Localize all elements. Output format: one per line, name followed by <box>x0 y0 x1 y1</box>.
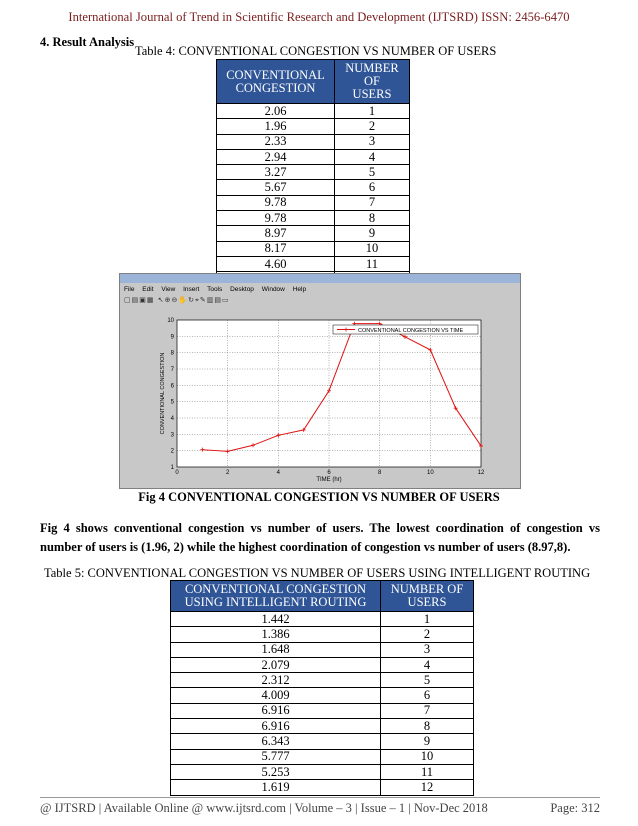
congestion-cell: 1.442 <box>171 612 381 627</box>
zoom-out-icon[interactable]: ⊖ <box>171 296 179 304</box>
table-row <box>217 149 410 164</box>
users-cell: 4 <box>335 149 410 164</box>
y-tick-label: 3 <box>170 432 174 439</box>
menu-help[interactable]: Help <box>292 286 307 293</box>
users-cell: 10 <box>335 241 410 256</box>
users-cell: 8 <box>381 719 474 734</box>
x-tick-label: 4 <box>276 470 281 476</box>
rotate-icon[interactable]: ↻ <box>188 296 195 304</box>
users-cell: 3 <box>335 134 410 149</box>
save-icon[interactable]: ▣ <box>139 296 147 304</box>
congestion-cell: 2.94 <box>217 149 335 164</box>
page-number: Page: 312 <box>550 801 600 815</box>
table4 <box>216 59 410 288</box>
table5-caption: Table 5: CONVENTIONAL CONGESTION VS NUMBER OF USERS USING INTELLIGENT ROUTING <box>44 566 591 580</box>
users-cell: 3 <box>381 642 474 657</box>
users-cell: 4 <box>381 657 474 672</box>
table-row <box>217 180 410 195</box>
page-footer <box>40 801 600 816</box>
table-row <box>171 688 474 703</box>
menu-tools[interactable]: Tools <box>207 286 223 293</box>
table5 <box>170 580 474 796</box>
pointer-icon[interactable]: ↖ <box>157 296 165 304</box>
congestion-line-chart <box>120 274 520 488</box>
colorbar-icon[interactable]: ▥ <box>206 296 215 304</box>
table-row <box>217 134 410 149</box>
congestion-cell: 1.648 <box>171 642 381 657</box>
table-row <box>171 642 474 657</box>
brush-icon[interactable]: ✎ <box>199 296 207 304</box>
y-tick-label: 5 <box>170 399 174 406</box>
table-row <box>217 195 410 210</box>
table-row <box>217 226 410 241</box>
menu-desktop[interactable]: Desktop <box>230 286 254 293</box>
users-cell: 12 <box>381 780 474 795</box>
plot-tools-icon[interactable]: ▭ <box>222 296 230 304</box>
open-icon[interactable]: ▤ <box>131 296 140 304</box>
table-row <box>217 165 410 180</box>
figure-caption: Fig 4 CONVENTIONAL CONGESTION VS NUMBER OF USERS <box>138 490 500 504</box>
users-cell: 6 <box>381 688 474 703</box>
y-tick-label: 4 <box>170 416 174 422</box>
x-tick-label: 10 <box>426 470 434 476</box>
x-tick-label: 0 <box>175 470 179 476</box>
users-cell: 1 <box>335 104 410 119</box>
table-row <box>217 211 410 226</box>
congestion-cell: 6.343 <box>171 734 381 749</box>
y-axis-label: CONVENTIONAL CONGESTION <box>160 352 166 435</box>
congestion-cell: 6.916 <box>171 703 381 718</box>
users-cell: 5 <box>335 165 410 180</box>
congestion-cell: 2.312 <box>171 673 381 688</box>
y-tick-label: 1 <box>170 465 174 471</box>
y-tick-label: 10 <box>167 318 174 324</box>
menu-view[interactable]: View <box>161 286 176 293</box>
table5-col1-header: CONVENTIONAL CONGESTION USING INTELLIGENT ROUTING <box>171 581 381 612</box>
congestion-cell: 2.079 <box>171 657 381 672</box>
table-row <box>171 719 474 734</box>
zoom-in-icon[interactable]: ⊕ <box>164 296 172 304</box>
y-tick-label: 9 <box>170 334 174 341</box>
x-tick-label: 8 <box>377 470 382 476</box>
new-figure-icon[interactable]: ▢ <box>124 296 132 304</box>
users-cell: 7 <box>381 703 474 718</box>
body-paragraph: Fig 4 shows conventional congestion vs number of users. The lowest coordination of congestion vs number of users is (1.96, 2) while the highest coordination of congestion vs number of users (8.97,8). <box>40 521 600 554</box>
pan-icon[interactable]: ✋ <box>178 296 189 304</box>
section-title: 4. Result Analysis <box>40 35 135 49</box>
legend-label: CONVENTIONAL CONGESTION VS TIME <box>358 327 464 334</box>
table-row <box>217 119 410 134</box>
congestion-cell: 4.009 <box>171 688 381 703</box>
table-row <box>171 657 474 672</box>
table-row <box>171 780 474 795</box>
menu-edit[interactable]: Edit <box>142 286 154 293</box>
congestion-cell: 6.916 <box>171 719 381 734</box>
matlab-figure-window <box>119 273 521 489</box>
x-tick-label: 6 <box>327 470 331 476</box>
footer-text: @ IJTSRD | Available Online @ www.ijtsrd.com | Volume – 3 | Issue – 1 | Nov-Dec 2018 <box>40 801 488 815</box>
congestion-cell: 2.06 <box>217 104 335 119</box>
congestion-cell: 4.60 <box>217 256 335 271</box>
x-axis-label: TIME (hr) <box>316 477 342 483</box>
data-cursor-icon[interactable]: ⌖ <box>194 296 200 304</box>
congestion-cell: 5.777 <box>171 749 381 764</box>
table-row <box>171 612 474 627</box>
users-cell: 8 <box>335 211 410 226</box>
y-tick-label: 8 <box>170 350 174 357</box>
users-cell: 5 <box>381 673 474 688</box>
users-cell: 6 <box>335 180 410 195</box>
congestion-cell: 5.253 <box>171 764 381 779</box>
table4-col1-header: CONVENTIONAL CONGESTION <box>217 60 335 104</box>
congestion-cell: 1.619 <box>171 780 381 795</box>
menu-insert[interactable]: Insert <box>183 286 200 293</box>
table5-col2-header: NUMBER OF USERS <box>381 581 474 612</box>
table-row <box>171 627 474 642</box>
users-cell: 10 <box>381 749 474 764</box>
table-row <box>217 104 410 119</box>
users-cell: 11 <box>335 256 410 271</box>
users-cell: 1 <box>381 612 474 627</box>
menu-window[interactable]: Window <box>261 286 285 293</box>
y-tick-label: 7 <box>170 367 174 373</box>
congestion-cell: 3.27 <box>217 165 335 180</box>
congestion-cell: 9.78 <box>217 195 335 210</box>
users-cell: 9 <box>381 734 474 749</box>
users-cell: 9 <box>335 226 410 241</box>
users-cell: 7 <box>335 195 410 210</box>
congestion-cell: 8.17 <box>217 241 335 256</box>
users-cell: 11 <box>381 764 474 779</box>
table-row <box>217 256 410 271</box>
congestion-cell: 1.386 <box>171 627 381 642</box>
users-cell: 2 <box>335 119 410 134</box>
x-tick-label: 12 <box>477 470 485 476</box>
journal-header: International Journal of Trend in Scientific Research and Development (IJTSRD) ISSN: 2456-6470 <box>68 10 570 24</box>
table4-col2-header: NUMBER OF USERS <box>335 60 410 104</box>
table-row <box>171 749 474 764</box>
y-tick-label: 6 <box>170 383 174 390</box>
users-cell: 2 <box>381 627 474 642</box>
congestion-cell: 2.33 <box>217 134 335 149</box>
menu-file[interactable]: File <box>124 286 135 293</box>
table-row <box>171 764 474 779</box>
congestion-cell: 1.96 <box>217 119 335 134</box>
legend-icon[interactable]: ▤ <box>214 296 223 304</box>
table-row <box>171 703 474 718</box>
table-row <box>171 673 474 688</box>
footer-divider <box>40 797 600 798</box>
congestion-cell: 9.78 <box>217 211 335 226</box>
x-tick-label: 2 <box>225 470 230 476</box>
table-row <box>171 734 474 749</box>
print-icon[interactable]: ▦ <box>146 296 155 304</box>
congestion-cell: 5.67 <box>217 180 335 195</box>
y-tick-label: 2 <box>170 448 174 455</box>
table-row <box>217 241 410 256</box>
table4-caption: Table 4: CONVENTIONAL CONGESTION VS NUMBER OF USERS <box>135 44 497 58</box>
congestion-cell: 8.97 <box>217 226 335 241</box>
